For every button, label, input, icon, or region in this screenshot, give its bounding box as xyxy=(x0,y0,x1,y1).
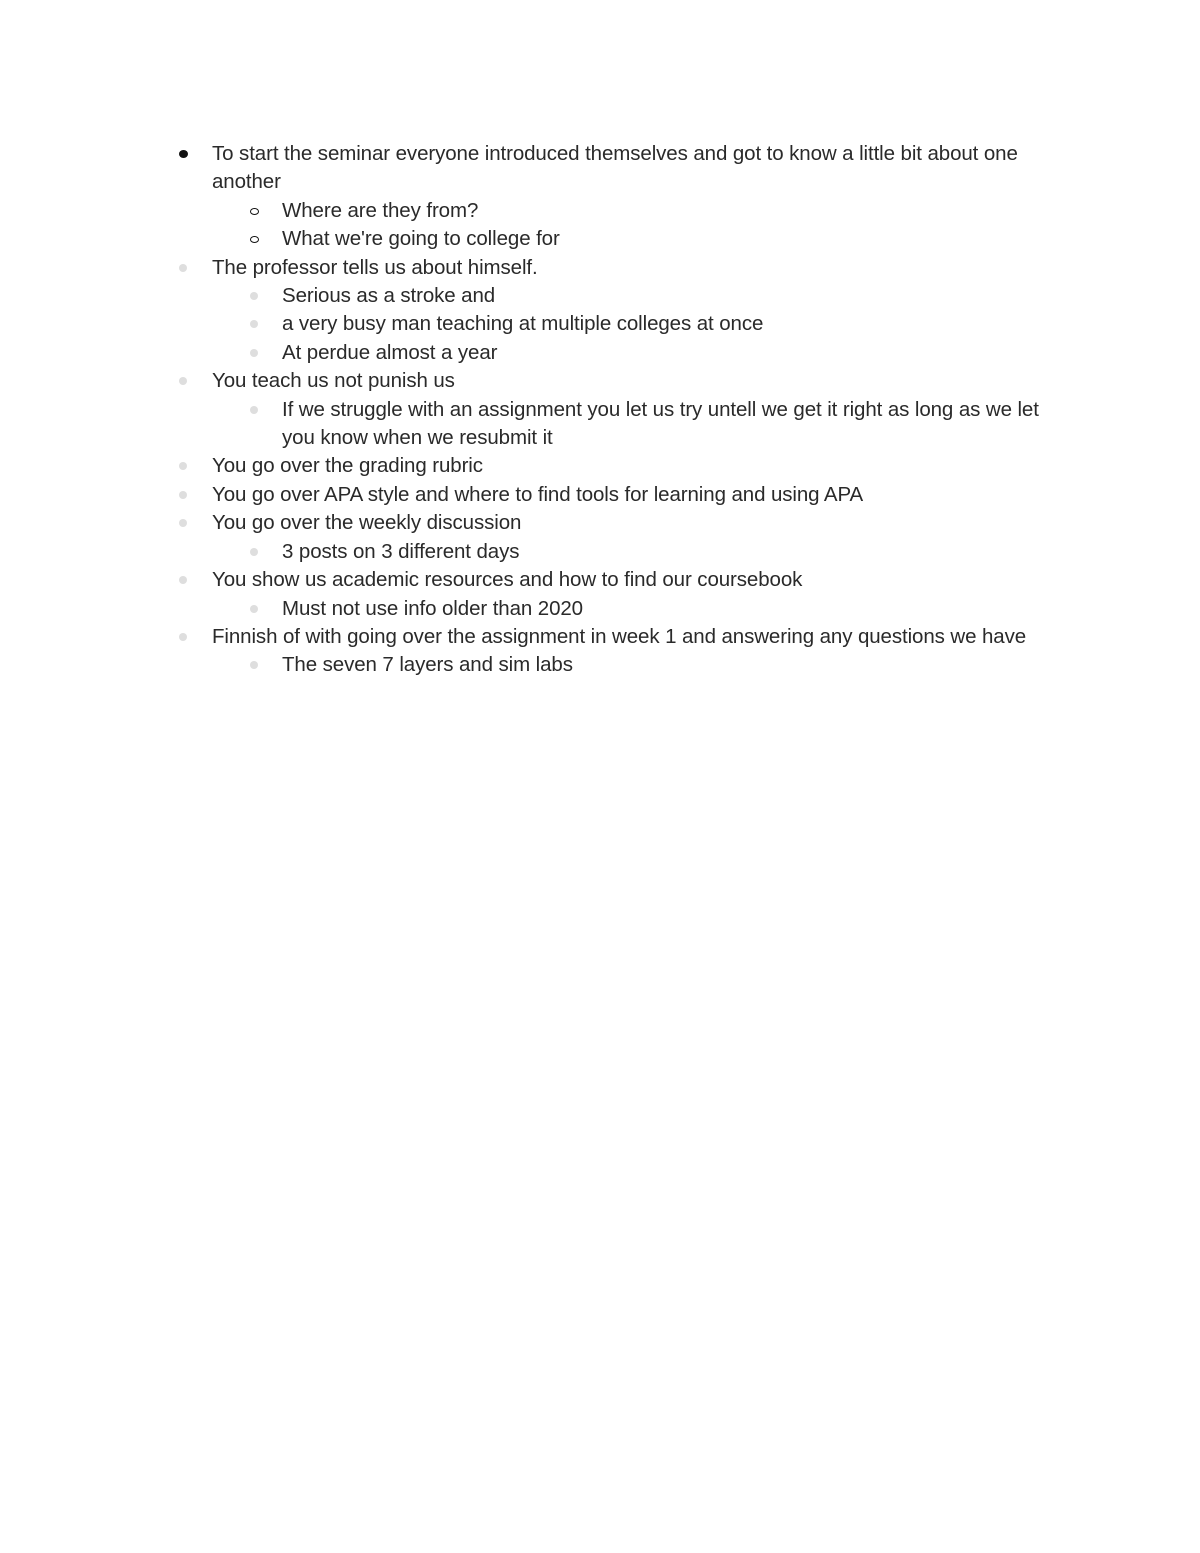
list-item xyxy=(212,566,1042,594)
list-item-text: What we're going to college for xyxy=(282,227,560,251)
bullet-icon xyxy=(179,462,187,470)
list-item-text: If we struggle with an assignment you let us try untell we get it right as long as we let you know when we resubmit it xyxy=(282,397,1039,450)
list-item xyxy=(212,623,1042,651)
list-item xyxy=(282,538,1042,566)
list-item xyxy=(282,282,1042,310)
list-item xyxy=(212,367,1042,395)
bullet-icon xyxy=(250,320,258,328)
bullet-icon xyxy=(250,605,258,613)
list-item xyxy=(212,140,1042,197)
hollow-bullet-icon xyxy=(250,208,259,215)
list-item xyxy=(282,651,1042,679)
list-item-text: Where are they from? xyxy=(282,198,479,222)
bullet-icon xyxy=(179,519,187,527)
list-item-text: You go over the weekly discussion xyxy=(212,511,522,535)
list-item xyxy=(282,197,1042,225)
seminar-notes-list xyxy=(212,140,1042,680)
bullet-icon xyxy=(250,548,258,556)
list-item xyxy=(282,339,1042,367)
list-item xyxy=(212,509,1042,537)
bullet-icon xyxy=(250,661,258,669)
bullet-icon xyxy=(250,406,258,414)
list-item-text: You go over the grading rubric xyxy=(212,454,483,478)
list-item xyxy=(212,452,1042,480)
list-item-text: You show us academic resources and how to find our coursebook xyxy=(212,568,803,592)
list-item-text: Finnish of with going over the assignment in week 1 and answering any questions we have xyxy=(212,624,1027,648)
list-item-text: You teach us not punish us xyxy=(212,369,455,393)
bullet-icon xyxy=(250,349,258,357)
list-item-text: Must not use info older than 2020 xyxy=(282,596,583,620)
list-item xyxy=(212,481,1042,509)
list-item-text: The seven 7 layers and sim labs xyxy=(282,653,573,677)
bullet-icon xyxy=(250,292,258,300)
list-item xyxy=(282,396,1042,453)
list-item xyxy=(282,310,1042,338)
bullet-icon xyxy=(179,150,188,158)
list-item-text: a very busy man teaching at multiple colleges at once xyxy=(282,312,764,336)
list-item-text: Serious as a stroke and xyxy=(282,284,496,308)
list-item-text: The professor tells us about himself. xyxy=(212,255,538,279)
bullet-icon xyxy=(179,633,187,641)
bullet-icon xyxy=(179,264,187,272)
list-item-text: To start the seminar everyone introduced themselves and got to know a little bit about one another xyxy=(212,142,1018,194)
list-item-text: 3 posts on 3 different days xyxy=(282,539,520,563)
list-item xyxy=(282,225,1042,253)
bullet-icon xyxy=(179,377,187,385)
list-item xyxy=(282,595,1042,623)
bullet-icon xyxy=(179,576,187,584)
hollow-bullet-icon xyxy=(250,236,259,243)
bullet-icon xyxy=(179,491,187,499)
list-item-text: You go over APA style and where to find tools for learning and using APA xyxy=(212,482,864,506)
list-item-text: At perdue almost a year xyxy=(282,340,498,364)
list-item xyxy=(212,254,1042,282)
